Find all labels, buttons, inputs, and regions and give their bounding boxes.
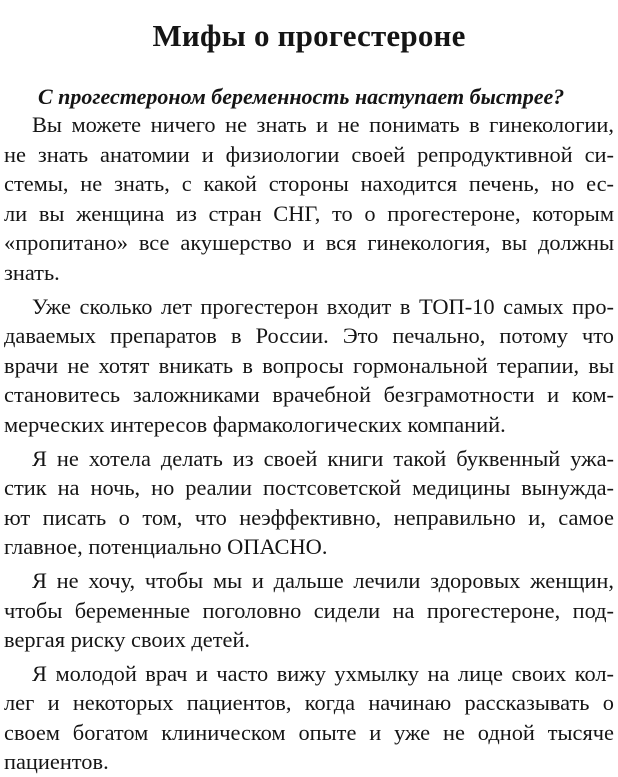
text-line: знать. <box>4 259 60 285</box>
text-line: главное, потенциально ОПАСНО. <box>4 534 328 560</box>
text-line: не знать анатомии и физиологии своей репродуктивной си- <box>4 141 614 167</box>
text-line: своем богатом клиническом опыте и уже не одной тысяче <box>4 719 614 745</box>
text-line: даваемых препаратов в России. Это печально, потому что <box>4 323 614 349</box>
text-line: Я не хотела делать из своей книги такой буквенный ужа- <box>32 445 614 471</box>
text-line: Я не хочу, чтобы мы и дальше лечили здоровых женщин, <box>32 567 614 593</box>
paragraph-4 <box>4 566 614 655</box>
text-line: Уже сколько лет прогестерон входит в ТОП-10 самых про- <box>32 293 614 319</box>
text-line: пациентов. <box>4 749 109 775</box>
paragraph-1 <box>4 110 614 288</box>
document-page <box>4 0 614 775</box>
text-line: врачи не хотят вникать в вопросы гормональной терапии, вы <box>4 352 614 378</box>
text-line: ли вы женщина из стран СНГ, то о прогестероне, которым <box>4 200 614 226</box>
text-line: стемы, не знать, с какой стороны находится печень, но ес- <box>4 171 614 197</box>
text-line: мерческих интересов фармакологических компаний. <box>4 411 506 437</box>
text-line: вергая риску своих детей. <box>4 627 251 653</box>
paragraph-3 <box>4 444 614 562</box>
text-line: Вы можете ничего не знать и не понимать в гинекологии, <box>32 112 614 137</box>
text-line: чтобы беременные поголовно сидели на прогестероне, под- <box>4 597 614 623</box>
text-line: лег и некоторых пациентов, когда начинаю рассказывать о <box>4 690 614 716</box>
text-line: становитесь заложниками врачебной безграмотности и ком- <box>4 382 614 408</box>
text-line: стик на ночь, но реалии постсоветской медицины вынужда- <box>4 475 614 501</box>
text-line: Я молодой врач и часто вижу ухмылку на лице своих кол- <box>32 660 614 686</box>
page-title: Мифы о прогестероне <box>152 18 466 53</box>
text-line: ют писать о том, что неэффективно, неправильно и, самое <box>4 504 614 530</box>
paragraph-5 <box>4 659 614 777</box>
paragraph-2 <box>4 292 614 440</box>
text-line: «пропитано» все акушерство и вся гинекология, вы должны <box>4 230 614 256</box>
section-subtitle: С прогестероном беременность наступает быстрее? <box>38 84 565 109</box>
